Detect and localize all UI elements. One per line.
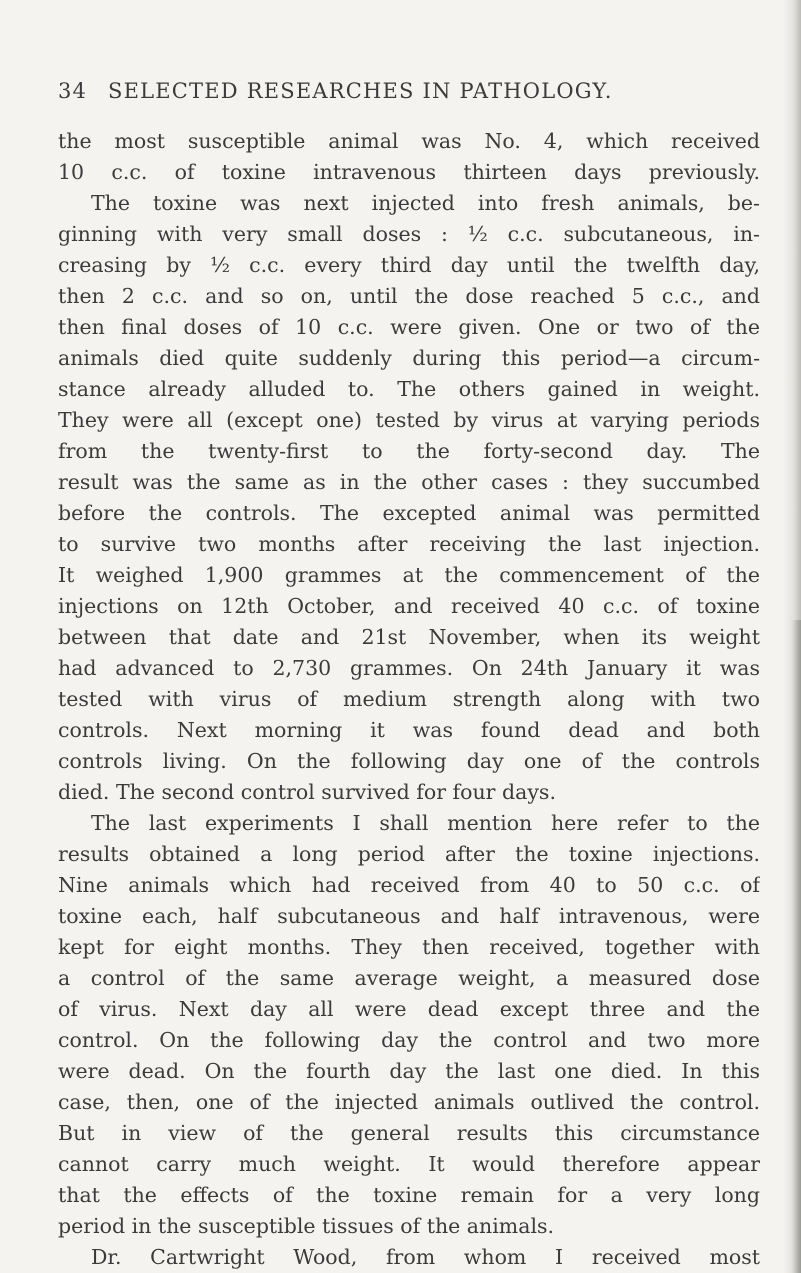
text-line: case, then, one of the injected animals outlived the control. (58, 1090, 760, 1114)
text-line: that the effects of the toxine remain for a very long (58, 1183, 760, 1207)
text-line: kept for eight months. They then received, together with (58, 935, 760, 959)
text-line: toxine each, half subcutaneous and half intravenous, were (58, 904, 760, 928)
text-line: were dead. On the fourth day the last one died. In this (58, 1059, 760, 1083)
text-line: Dr. Cartwright Wood, from whom I received most (91, 1245, 760, 1269)
text-line: 10 c.c. of toxine intravenous thirteen days previously. (58, 160, 760, 184)
text-line: to survive two months after receiving the last injection. (58, 532, 760, 556)
text-line: stance already alluded to. The others gained in weight. (58, 377, 760, 401)
text-line: creasing by ½ c.c. every third day until the twelfth day, (58, 253, 760, 277)
text-line: But in view of the general results this circumstance (58, 1121, 760, 1145)
text-line: The toxine was next injected into fresh animals, be- (91, 191, 760, 215)
text-line: results obtained a long period after the toxine injections. (58, 842, 760, 866)
text-line: cannot carry much weight. It would therefore appear (58, 1152, 760, 1176)
text-line: ginning with very small doses : ½ c.c. subcutaneous, in- (58, 222, 760, 246)
text-line: from the twenty-first to the forty-second day. The (58, 439, 760, 463)
text-line: had advanced to 2,730 grammes. On 24th January it was (58, 656, 760, 680)
text-line: animals died quite suddenly during this period—a circum- (58, 346, 760, 370)
text-line: They were all (except one) tested by virus at varying periods (58, 408, 760, 432)
text-line: Nine animals which had received from 40 to 50 c.c. of (58, 873, 760, 897)
running-head (58, 76, 758, 106)
text-line: period in the susceptible tissues of the animals. (58, 1214, 555, 1238)
text-line: result was the same as in the other cases : they succumbed (58, 470, 760, 494)
text-line: The last experiments I shall mention here refer to the (91, 811, 760, 835)
page-number: 34 (58, 79, 88, 103)
text-line: controls living. On the following day one of the controls (58, 749, 760, 773)
text-line: then 2 c.c. and so on, until the dose reached 5 c.c., and (58, 284, 760, 308)
text-line: the most susceptible animal was No. 4, which received (58, 129, 760, 153)
text-line: a control of the same average weight, a measured dose (58, 966, 760, 990)
text-line: injections on 12th October, and received 40 c.c. of toxine (58, 594, 760, 618)
text-line: controls. Next morning it was found dead and both (58, 718, 760, 742)
text-line: died. The second control survived for four days. (58, 780, 556, 804)
text-line: tested with virus of medium strength along with two (58, 687, 760, 711)
text-line: then final doses of 10 c.c. were given. One or two of the (58, 315, 760, 339)
running-title: SELECTED RESEARCHES IN PATHOLOGY. (108, 79, 613, 103)
page-edge-shadow-lower (791, 620, 801, 1273)
text-line: It weighed 1,900 grammes at the commencement of the (58, 563, 760, 587)
body-text (58, 126, 760, 1273)
text-line: between that date and 21st November, when its weight (58, 625, 760, 649)
text-line: before the controls. The excepted animal was permitted (58, 501, 760, 525)
text-line: of virus. Next day all were dead except three and the (58, 997, 760, 1021)
text-line: control. On the following day the control and two more (58, 1028, 760, 1052)
